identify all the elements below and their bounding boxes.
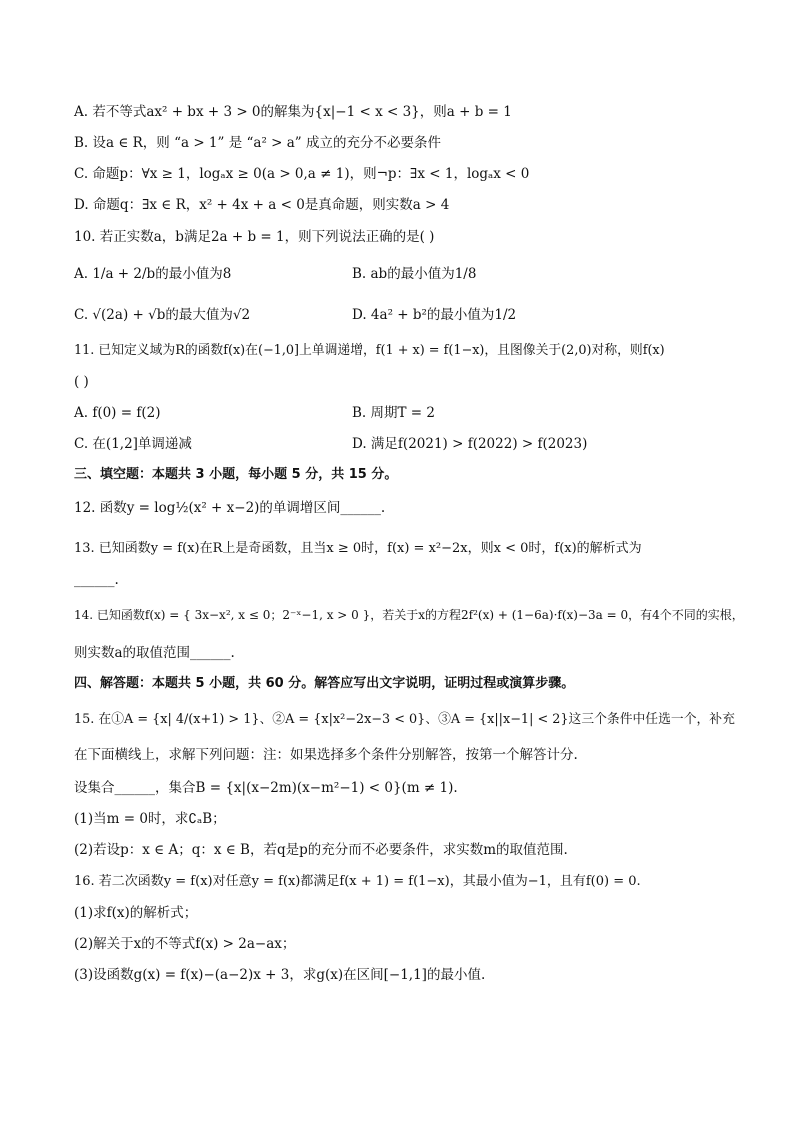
q10-option-a: A. 1/a + 2/b的最小值为8 [74, 266, 232, 282]
q10-option-d: D. 4a² + b²的最小值为1/2 [352, 307, 517, 323]
q11-option-b: B. 周期T = 2 [352, 405, 435, 421]
q16-line-4: (3)设函数g(x) = f(x)−(a−2)x + 3，求g(x)在区间[−1,1]的最小值. [74, 967, 486, 983]
q14-line-2: 则实数a的取值范围______. [74, 645, 235, 661]
q15-line-1: 15. 在①A = {x| 4/(x+1) > 1}、②A = {x|x²−2x−3 < 0}、③A = {x||x−1| < 2}这三个条件中任选一个，补充 [74, 712, 735, 727]
q13-line-1: 13. 已知函数y = f(x)在R上是奇函数，且当x ≥ 0时，f(x) = x²−2x，则x < 0时，f(x)的解析式为 [74, 541, 642, 556]
q15-line-4: (1)当m = 0时，求∁ₐB； [74, 811, 226, 827]
q10-option-c: C. √(2a) + √b的最大值为√2 [74, 307, 251, 323]
q11-option-d: D. 满足f(2021) > f(2022) > f(2023) [352, 436, 588, 452]
q9-option-d: D. 命题q：∃x ∈ R，x² + 4x + a < 0是真命题，则实数a > 4 [74, 197, 450, 213]
q11-option-c: C. 在(1,2]单调递减 [74, 436, 192, 452]
q12: 12. 函数y = log½(x² + x−2)的单调增区间______. [74, 500, 386, 516]
section-4-heading: 四、解答题：本题共 5 小题，共 60 分。解答应写出文字说明，证明过程或演算步骤。 [74, 676, 575, 691]
q9-option-c: C. 命题p：∀x ≥ 1，logₐx ≥ 0(a > 0,a ≠ 1)，则¬p：∃x < 1，logₐx < 0 [74, 166, 530, 182]
q15-line-5: (2)若设p：x ∈ A；q：x ∈ B，若q是p的充分而不必要条件，求实数m的取值范围. [74, 842, 568, 858]
q11-paren: ( ) [74, 374, 89, 390]
q10-stem: 10. 若正实数a，b满足2a + b = 1，则下列说法正确的是( ) [74, 229, 435, 245]
q9-option-a: A. 若不等式ax² + bx + 3 > 0的解集为{x|−1 < x < 3}，则a + b = 1 [74, 104, 512, 120]
section-3-heading: 三、填空题：本题共 3 小题，每小题 5 分，共 15 分。 [74, 467, 398, 482]
q10-option-b: B. ab的最小值为1/8 [352, 266, 477, 282]
q14-line-1: 14. 已知函数f(x) = { 3x−x², x ≤ 0；2⁻ˣ−1, x > 0 }，若关于x的方程2f²(x) + (1−6a)·f(x)−3a = 0，有4个不同的实根， [74, 608, 744, 622]
q16-line-3: (2)解关于x的不等式f(x) > 2a−ax； [74, 936, 296, 952]
q16-line-1: 16. 若二次函数y = f(x)对任意y = f(x)都满足f(x + 1) = f(1−x)，其最小值为−1，且有f(0) = 0. [74, 874, 641, 889]
q11-option-a: A. f(0) = f(2) [74, 405, 161, 421]
q15-line-2: 在下面横线上，求解下列问题：注：如果选择多个条件分别解答，按第一个解答计分. [74, 747, 578, 763]
q15-line-3: 设集合______，集合B = {x|(x−2m)(x−m²−1) < 0}(m ≠ 1). [74, 780, 458, 796]
q13-line-2: ______. [74, 572, 119, 588]
q9-option-b: B. 设a ∈ R，则 “a > 1” 是 “a² > a” 成立的充分不必要条件 [74, 135, 441, 151]
q11-stem: 11. 已知定义域为R的函数f(x)在(−1,0]上单调递增，f(1 + x) = f(1−x)，且图像关于(2,0)对称，则f(x) [74, 343, 665, 358]
q16-line-2: (1)求f(x)的解析式； [74, 905, 198, 921]
